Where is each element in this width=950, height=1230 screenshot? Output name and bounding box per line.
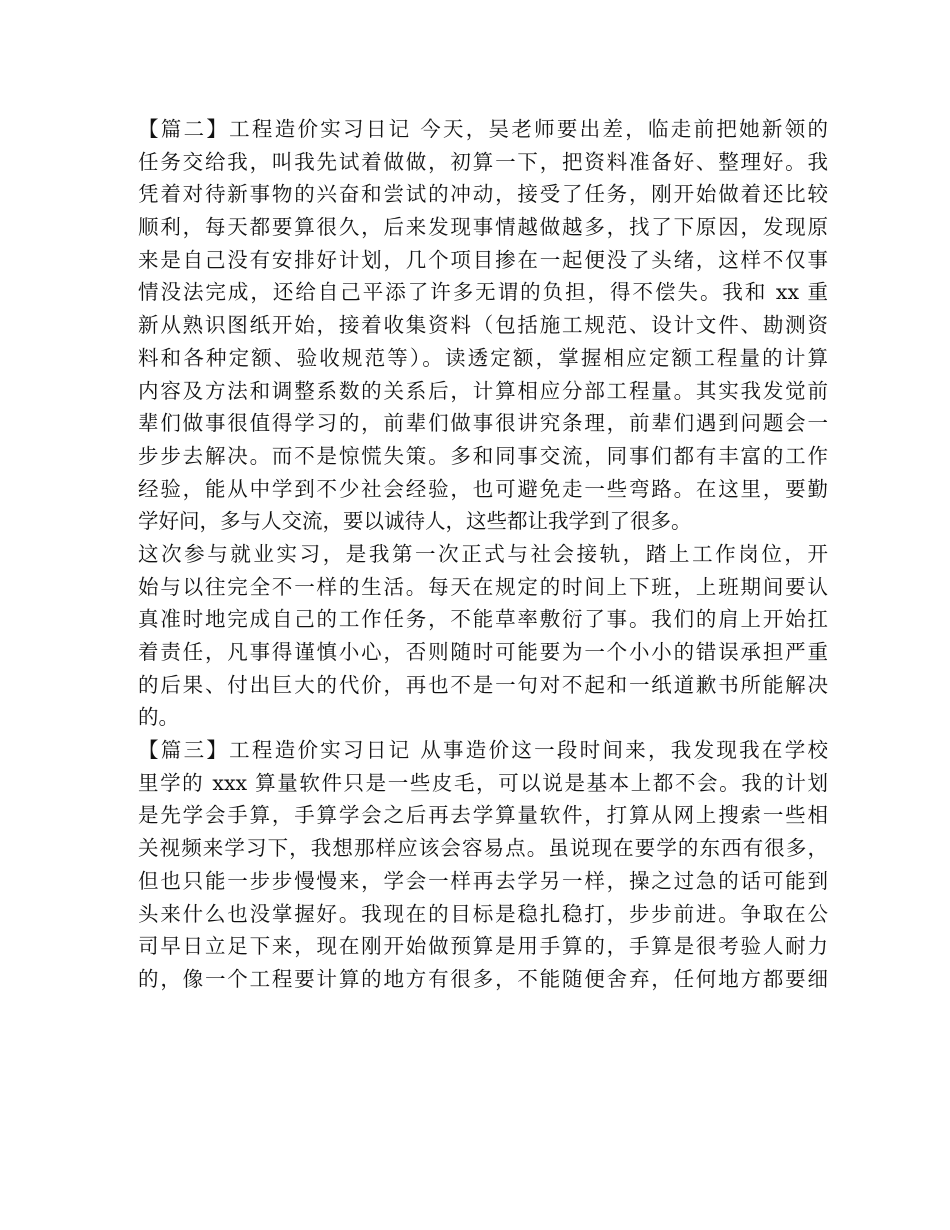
text-line: 任务交给我，叫我先试着做做，初算一下，把资料准备好、整理好。我	[138, 149, 828, 174]
text-line: 是先学会手算，手算学会之后再去学算量软件，打算从网上搜索一些相	[138, 803, 828, 828]
text-line: 情没法完成，还给自己平添了许多无谓的负担，得不偿失。我和 xx 重	[138, 280, 828, 305]
text-line: 始与以往完全不一样的生活。每天在规定的时间上下班，上班期间要认	[138, 574, 828, 599]
text-line: 头来什么也没掌握好。我现在的目标是稳扎稳打，步步前进。争取在公	[138, 901, 828, 926]
text-line: 新从熟识图纸开始，接着收集资料（包括施工规范、设计文件、勘测资	[138, 313, 828, 338]
text-line: 的后果、付出巨大的代价，再也不是一句对不起和一纸道歉书所能解决	[138, 672, 828, 697]
text-line: 这次参与就业实习，是我第一次正式与社会接轨，踏上工作岗位，开	[138, 541, 828, 566]
text-line: 步步去解决。而不是惊慌失策。多和同事交流，同事们都有丰富的工作	[138, 443, 828, 468]
text-line: 料和各种定额、验收规范等）。读透定额，掌握相应定额工程量的计算	[138, 345, 828, 370]
text-line: 顺利，每天都要算很久，后来发现事情越做越多，找了下原因，发现原	[138, 215, 828, 240]
text-line: 【篇三】工程造价实习日记 从事造价这一段时间来，我发现我在学校	[138, 738, 828, 763]
text-line: 的。	[138, 705, 179, 730]
text-line: 经验，能从中学到不少社会经验，也可避免走一些弯路。在这里，要勤	[138, 476, 828, 501]
text-line: 的，像一个工程要计算的地方有很多，不能随便舍弃，任何地方都要细	[138, 966, 828, 991]
text-line: 但也只能一步步慢慢来，学会一样再去学另一样，操之过急的话可能到	[138, 868, 828, 893]
text-line: 司早日立足下来，现在刚开始做预算是用手算的，手算是很考验人耐力	[138, 934, 828, 959]
text-line: 着责任，凡事得谨慎小心，否则随时可能要为一个小小的错误承担严重	[138, 640, 828, 664]
document-body	[138, 113, 828, 996]
text-line: 里学的 xxx 算量软件只是一些皮毛，可以说是基本上都不会。我的计划	[138, 770, 828, 795]
text-line: 真准时地完成自己的工作任务，不能草率敷衍了事。我们的肩上开始扛	[138, 607, 828, 632]
text-line: 凭着对待新事物的兴奋和尝试的冲动，接受了任务，刚开始做着还比较	[138, 182, 828, 207]
text-line: 辈们做事很值得学习的，前辈们做事很讲究条理，前辈们遇到问题会一	[138, 411, 828, 436]
text-line: 学好问，多与人交流，要以诚待人，这些都让我学到了很多。	[138, 509, 692, 534]
text-line: 来是自己没有安排好计划，几个项目掺在一起便没了头绪，这样不仅事	[138, 247, 828, 272]
text-line: 关视频来学习下，我想那样应该会容易点。虽说现在要学的东西有很多，	[138, 836, 828, 861]
text-line: 内容及方法和调整系数的关系后，计算相应分部工程量。其实我发觉前	[138, 378, 828, 403]
text-line: 【篇二】工程造价实习日记 今天，吴老师要出差，临走前把她新领的	[138, 117, 828, 141]
